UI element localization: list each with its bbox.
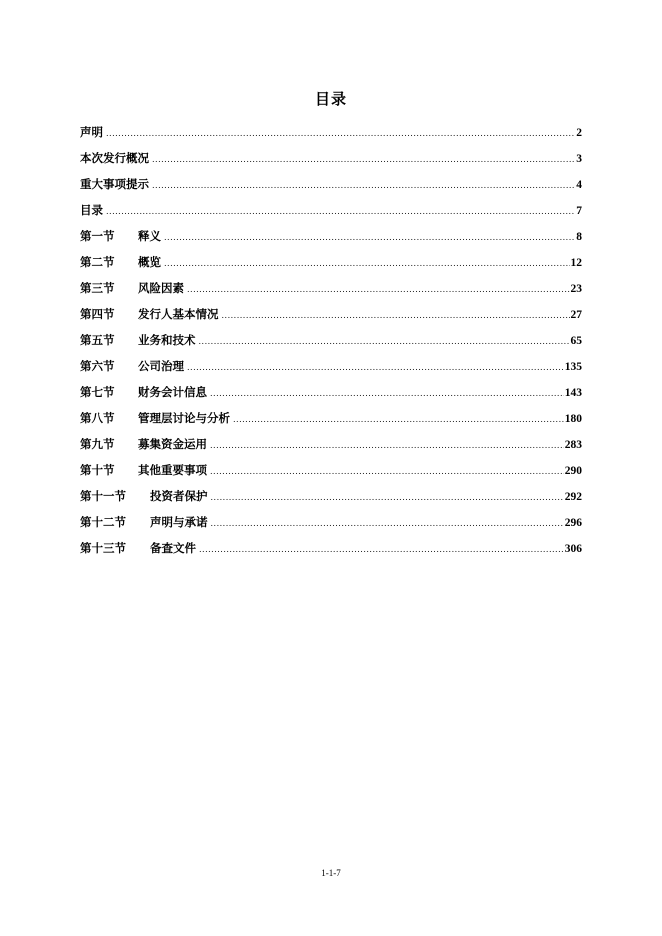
toc-entry[interactable] — [80, 540, 582, 566]
toc-entry-page: 7 — [576, 205, 582, 217]
toc-entry[interactable] — [80, 254, 582, 280]
toc-leader-dots — [222, 311, 570, 320]
toc-entry-label: 财务会计信息 — [138, 385, 207, 399]
toc-entry-label: 公司治理 — [138, 359, 184, 373]
toc-section-number: 第二节 — [80, 255, 115, 269]
toc-entry[interactable] — [80, 280, 582, 306]
toc-section-number: 第七节 — [80, 385, 115, 399]
toc-entry-page: 292 — [564, 491, 582, 503]
toc-leader-dots — [211, 519, 564, 528]
toc-entry-page: 143 — [564, 387, 582, 399]
page-number-footer: 1-1-7 — [321, 868, 341, 878]
toc-leader-dots — [152, 181, 575, 190]
toc-entry[interactable] — [80, 228, 582, 254]
toc-leader-dots — [164, 233, 575, 242]
toc-entry-label: 发行人基本情况 — [138, 307, 219, 321]
toc-section-number: 第十一节 — [80, 489, 126, 503]
toc-entry[interactable] — [80, 124, 582, 150]
toc-entry[interactable] — [80, 358, 582, 384]
toc-leader-dots — [106, 129, 575, 138]
toc-section-number: 第三节 — [80, 281, 115, 295]
toc-entry-label: 声明与承诺 — [150, 515, 208, 529]
toc-leader-dots — [210, 467, 564, 476]
toc-entry-label: 业务和技术 — [138, 333, 196, 347]
toc-entry-page: 12 — [570, 257, 582, 269]
toc-section-number: 第四节 — [80, 307, 115, 321]
toc-section-number: 第十节 — [80, 463, 115, 477]
toc-entry-page: 306 — [564, 543, 582, 555]
toc-entry-label: 风险因素 — [138, 281, 184, 295]
toc-leader-dots — [164, 259, 570, 268]
toc-entry-page: 23 — [570, 283, 582, 295]
toc-entry-page: 180 — [564, 413, 582, 425]
toc-entry-label: 其他重要事项 — [138, 463, 207, 477]
toc-entry-label: 重大事项提示 — [80, 177, 149, 191]
toc-section-number: 第一节 — [80, 229, 115, 243]
toc-section-number: 第十三节 — [80, 541, 126, 555]
toc-entry-label: 管理层讨论与分析 — [138, 411, 230, 425]
toc-entry-page: 8 — [576, 231, 582, 243]
toc-leader-dots — [199, 337, 570, 346]
toc-entry-label: 备查文件 — [150, 541, 196, 555]
toc-entry-page: 65 — [570, 335, 582, 347]
toc-leader-dots — [152, 155, 575, 164]
toc-leader-dots — [210, 441, 564, 450]
toc-entry[interactable] — [80, 488, 582, 514]
toc-entry-page: 290 — [564, 465, 582, 477]
toc-entry[interactable] — [80, 332, 582, 358]
toc-entry-page: 296 — [564, 517, 582, 529]
toc-entry[interactable] — [80, 410, 582, 436]
toc-section-number: 第九节 — [80, 437, 115, 451]
toc-entry[interactable] — [80, 462, 582, 488]
toc-entry[interactable] — [80, 202, 582, 228]
toc-entry-page: 135 — [564, 361, 582, 373]
toc-entry-label: 释义 — [138, 229, 161, 243]
toc-section-number: 第六节 — [80, 359, 115, 373]
toc-entry-label: 投资者保护 — [150, 489, 208, 503]
toc-entry[interactable] — [80, 384, 582, 410]
toc-entry-page: 27 — [570, 309, 582, 321]
toc-entry[interactable] — [80, 176, 582, 202]
toc-entry-page: 2 — [576, 127, 582, 139]
toc-entry[interactable] — [80, 150, 582, 176]
toc-entry-page: 4 — [576, 179, 582, 191]
toc-leader-dots — [211, 493, 564, 502]
table-of-contents — [80, 124, 582, 566]
toc-leader-dots — [210, 389, 564, 398]
toc-leader-dots — [199, 545, 564, 554]
toc-section-number: 第五节 — [80, 333, 115, 347]
toc-entry-label: 本次发行概况 — [80, 151, 149, 165]
page-title: 目录 — [314, 90, 347, 108]
toc-entry-label: 募集资金运用 — [138, 437, 207, 451]
toc-section-number: 第十二节 — [80, 515, 126, 529]
toc-entry-page: 3 — [576, 153, 582, 165]
toc-section-number: 第八节 — [80, 411, 115, 425]
toc-entry-page: 283 — [564, 439, 582, 451]
toc-leader-dots — [233, 415, 564, 424]
toc-entry-label: 目录 — [80, 203, 103, 217]
toc-entry-label: 概览 — [138, 255, 161, 269]
toc-leader-dots — [187, 363, 564, 372]
toc-entry[interactable] — [80, 514, 582, 540]
toc-entry[interactable] — [80, 436, 582, 462]
toc-entry[interactable] — [80, 306, 582, 332]
toc-leader-dots — [187, 285, 570, 294]
toc-leader-dots — [106, 207, 575, 216]
toc-entry-label: 声明 — [80, 125, 103, 139]
